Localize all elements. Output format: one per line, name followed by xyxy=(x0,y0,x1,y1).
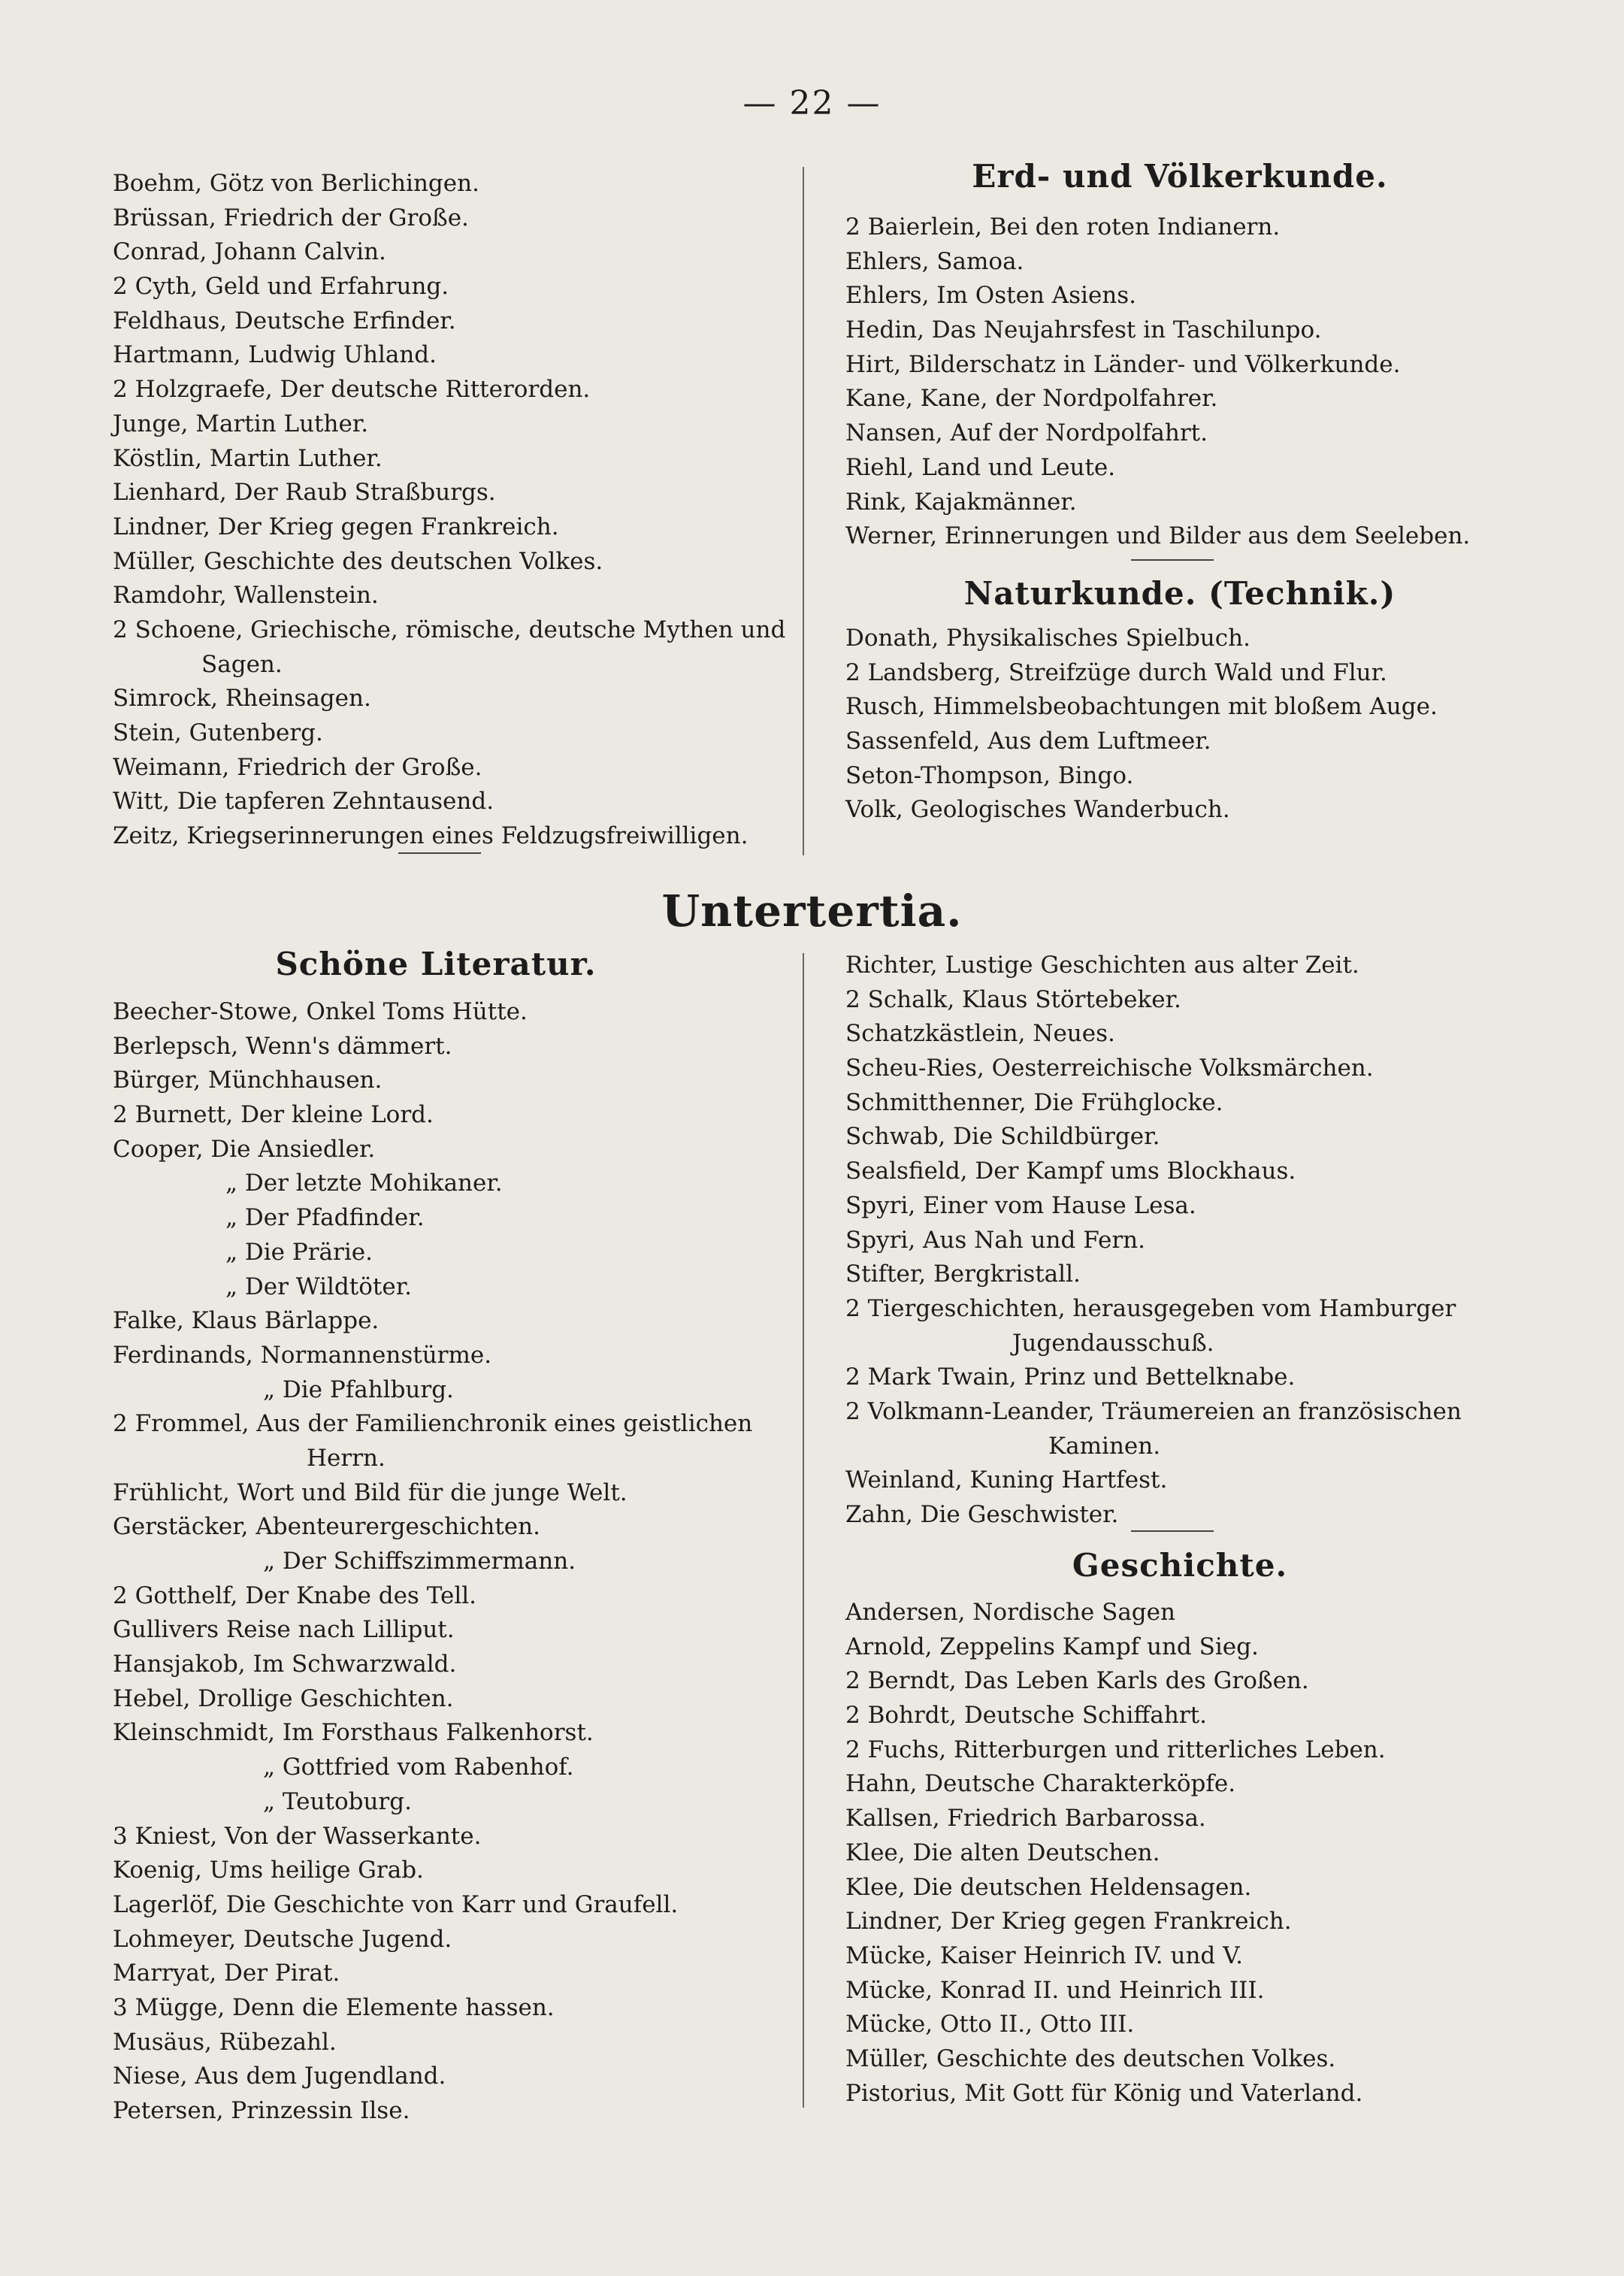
list-item: Bürger, Münchhausen. xyxy=(113,1067,383,1094)
list-item: Musäus, Rübezahl. xyxy=(113,2028,337,2056)
list-item: Lindner, Der Krieg gegen Frankreich. xyxy=(113,513,559,540)
schoene-literatur-list xyxy=(113,995,797,2129)
list-item: Volk, Geologisches Wanderbuch. xyxy=(845,796,1230,824)
list-item: Zahn, Die Geschwister. xyxy=(845,1501,1119,1528)
list-item: Stifter, Bergkristall. xyxy=(845,1261,1081,1288)
list-item: Mücke, Otto II., Otto III. xyxy=(845,2011,1135,2038)
list-item: 2 Schalk, Klaus Störtebeker. xyxy=(845,985,1181,1013)
list-item: Junge, Martin Luther. xyxy=(113,410,369,437)
list-item: Sealsfield, Der Kampf ums Blockhaus. xyxy=(845,1158,1296,1185)
list-item: Frühlicht, Wort und Bild für die junge Welt. xyxy=(113,1478,628,1506)
list-item: „ Teutoburg. xyxy=(263,1787,412,1815)
list-item: Zeitz, Kriegserinnerungen eines Feldzugsfreiwilligen. xyxy=(113,822,748,850)
list-item: Hirt, Bilderschatz in Länder- und Völkerkunde. xyxy=(845,350,1401,378)
geschichte-list xyxy=(845,1596,1567,2111)
list-item: Kallsen, Friedrich Barbarossa. xyxy=(845,1805,1206,1833)
page-number: — 22 — xyxy=(742,84,882,123)
list-item: Falke, Klaus Bärlappe. xyxy=(113,1307,380,1335)
list-item: Ferdinands, Normannenstürme. xyxy=(113,1341,492,1369)
list-item: Koenig, Ums heilige Grab. xyxy=(113,1857,424,1884)
list-item: Hahn, Deutsche Charakterköpfe. xyxy=(845,1770,1236,1798)
list-item: 2 Mark Twain, Prinz und Bettelknabe. xyxy=(845,1363,1296,1391)
list-item-continuation: Sagen. xyxy=(201,650,283,678)
list-item: Conrad, Johann Calvin. xyxy=(113,238,386,266)
section-heading-geschichte: Geschichte. xyxy=(1072,1547,1288,1584)
list-item: Rusch, Himmelsbeobachtungen mit bloßem Auge. xyxy=(845,693,1438,721)
list-item: 2 Baierlein, Bei den roten Indianern. xyxy=(845,213,1281,241)
section-heading-schoene-literatur: Schöne Literatur. xyxy=(275,946,597,982)
list-item: Simrock, Rheinsagen. xyxy=(113,685,371,713)
list-item: Nansen, Auf der Nordpolfahrt. xyxy=(845,419,1208,447)
list-item: Witt, Die tapferen Zehntausend. xyxy=(113,788,494,816)
section-divider xyxy=(1131,559,1214,561)
list-item: „ Die Prärie. xyxy=(225,1238,373,1266)
list-item: Hedin, Das Neujahrsfest in Taschilunpo. xyxy=(845,316,1322,344)
list-item: Berlepsch, Wenn's dämmert. xyxy=(113,1032,452,1060)
list-item: 2 Burnett, Der kleine Lord. xyxy=(113,1101,434,1129)
list-item: Brüssan, Friedrich der Große. xyxy=(113,204,469,232)
list-item: Stein, Gutenberg. xyxy=(113,719,323,746)
list-item: 3 Mügge, Denn die Elemente hassen. xyxy=(113,1993,555,2021)
list-item: 2 Cyth, Geld und Erfahrung. xyxy=(113,273,449,301)
list-item: 2 Bohrdt, Deutsche Schiffahrt. xyxy=(845,1702,1207,1730)
list-item: Niese, Aus dem Jugendland. xyxy=(113,2063,446,2090)
list-item: Hansjakob, Im Schwarzwald. xyxy=(113,1651,457,1678)
list-item: Schwab, Die Schildbürger. xyxy=(845,1123,1160,1151)
list-item: 2 Tiergeschichten, herausgegeben vom Hamburger xyxy=(845,1294,1456,1322)
column-divider xyxy=(803,953,804,2108)
list-item: Mücke, Kaiser Heinrich IV. und V. xyxy=(845,1942,1243,1969)
list-item: Boehm, Götz von Berlichingen. xyxy=(113,170,479,197)
list-item: Lagerlöf, Die Geschichte von Karr und Graufell. xyxy=(113,1890,679,1918)
list-item: Cooper, Die Ansiedler. xyxy=(113,1135,376,1163)
list-item: 2 Holzgraefe, Der deutsche Ritterorden. xyxy=(113,376,591,404)
list-item: Beecher-Stowe, Onkel Toms Hütte. xyxy=(113,998,528,1025)
list-item: „ Die Pfahlburg. xyxy=(263,1376,454,1403)
list-item: „ Der letzte Mohikaner. xyxy=(225,1170,503,1197)
list-item: 2 Schoene, Griechische, römische, deutsche Mythen und xyxy=(113,616,786,643)
list-item: 2 Berndt, Das Leben Karls des Großen. xyxy=(845,1667,1309,1695)
list-item: Pistorius, Mit Gott für König und Vaterland. xyxy=(845,2079,1363,2107)
list-item: Ehlers, Im Osten Asiens. xyxy=(845,282,1137,310)
list-item-continuation: Herrn. xyxy=(307,1444,386,1472)
list-item: 2 Volkmann-Leander, Träumereien an französischen xyxy=(845,1397,1462,1425)
list-item: „ Der Wildtöter. xyxy=(225,1273,412,1300)
list-item: Kleinschmidt, Im Forsthaus Falkenhorst. xyxy=(113,1719,594,1747)
list-item: Schmitthenner, Die Frühglocke. xyxy=(845,1088,1223,1116)
list-item: Riehl, Land und Leute. xyxy=(845,453,1116,481)
list-item: „ Der Schiffszimmermann. xyxy=(263,1548,576,1575)
list-item: 2 Gotthelf, Der Knabe des Tell. xyxy=(113,1581,476,1609)
list-item: Spyri, Einer vom Hause Lesa. xyxy=(845,1191,1196,1219)
list-item: Gerstäcker, Abenteurergeschichten. xyxy=(113,1513,540,1541)
list-item: Weinland, Kuning Hartfest. xyxy=(845,1466,1168,1494)
list-item: Scheu-Ries, Oesterreichische Volksmärchen. xyxy=(845,1055,1374,1082)
list-item: Sassenfeld, Aus dem Luftmeer. xyxy=(845,728,1211,755)
list-item: Petersen, Prinzessin Ilse. xyxy=(113,2097,410,2124)
list-item: Feldhaus, Deutsche Erfinder. xyxy=(113,307,456,334)
list-item: Ramdohr, Wallenstein. xyxy=(113,582,379,610)
list-item: Weimann, Friedrich der Große. xyxy=(113,753,482,781)
list-item: Klee, Die alten Deutschen. xyxy=(845,1839,1160,1866)
list-item: Spyri, Aus Nah und Fern. xyxy=(845,1226,1146,1254)
list-item: Richter, Lustige Geschichten aus alter Zeit. xyxy=(845,952,1359,979)
list-item: Köstlin, Martin Luther. xyxy=(113,444,383,472)
list-item: Andersen, Nordische Sagen xyxy=(845,1599,1175,1626)
column-divider xyxy=(803,167,804,855)
list-item: Hebel, Drollige Geschichten. xyxy=(113,1684,454,1712)
section-divider xyxy=(1131,1530,1214,1532)
list-item: Donath, Physikalisches Spielbuch. xyxy=(845,625,1251,652)
list-item: Seton-Thompson, Bingo. xyxy=(845,761,1134,789)
list-item: „ Der Pfadfinder. xyxy=(225,1204,425,1232)
list-item: Mücke, Konrad II. und Heinrich III. xyxy=(845,1976,1265,2004)
naturkunde-list xyxy=(845,622,1567,828)
list-item: Werner, Erinnerungen und Bilder aus dem Seeleben. xyxy=(845,522,1471,550)
list-item: Arnold, Zeppelins Kampf und Sieg. xyxy=(845,1633,1259,1660)
list-item: Kane, Kane, der Nordpolfahrer. xyxy=(845,385,1218,413)
list-item: Hartmann, Ludwig Uhland. xyxy=(113,341,437,369)
list-item: Marryat, Der Pirat. xyxy=(113,1960,340,1987)
section-divider xyxy=(398,852,481,854)
list-item: Müller, Geschichte des deutschen Volkes. xyxy=(113,547,603,575)
list-item: Lindner, Der Krieg gegen Frankreich. xyxy=(845,1908,1292,1936)
list-item: Lohmeyer, Deutsche Jugend. xyxy=(113,1925,452,1953)
section-heading-erdkunde: Erd- und Völkerkunde. xyxy=(972,158,1388,195)
list-item-continuation: Jugendausschuß. xyxy=(1012,1329,1214,1357)
list-item-continuation: Kaminen. xyxy=(1048,1432,1161,1460)
page-title: Untertertia. xyxy=(661,885,963,937)
section-heading-naturkunde: Naturkunde. (Technik.) xyxy=(963,575,1396,612)
top-left-list xyxy=(113,167,789,854)
list-item: 2 Landsberg, Streifzüge durch Wald und Flur. xyxy=(845,658,1387,686)
list-item: Gullivers Reise nach Lilliput. xyxy=(113,1616,455,1644)
list-item: 2 Frommel, Aus der Familienchronik eines geistlichen xyxy=(113,1410,753,1438)
list-item: Müller, Geschichte des deutschen Volkes. xyxy=(845,2044,1336,2072)
erdkunde-list xyxy=(845,210,1567,554)
list-item: Lienhard, Der Raub Straßburgs. xyxy=(113,479,496,507)
list-item: 2 Fuchs, Ritterburgen und ritterliches Leben. xyxy=(845,1736,1386,1763)
list-item: Rink, Kajakmänner. xyxy=(845,488,1077,516)
list-item: „ Gottfried vom Rabenhof. xyxy=(263,1754,574,1781)
schoene-literatur-continued-list xyxy=(845,949,1567,1533)
list-item: Schatzkästlein, Neues. xyxy=(845,1020,1115,1048)
list-item: Ehlers, Samoa. xyxy=(845,247,1024,275)
list-item: Klee, Die deutschen Heldensagen. xyxy=(845,1873,1252,1901)
list-item: 3 Kniest, Von der Wasserkante. xyxy=(113,1822,482,1850)
